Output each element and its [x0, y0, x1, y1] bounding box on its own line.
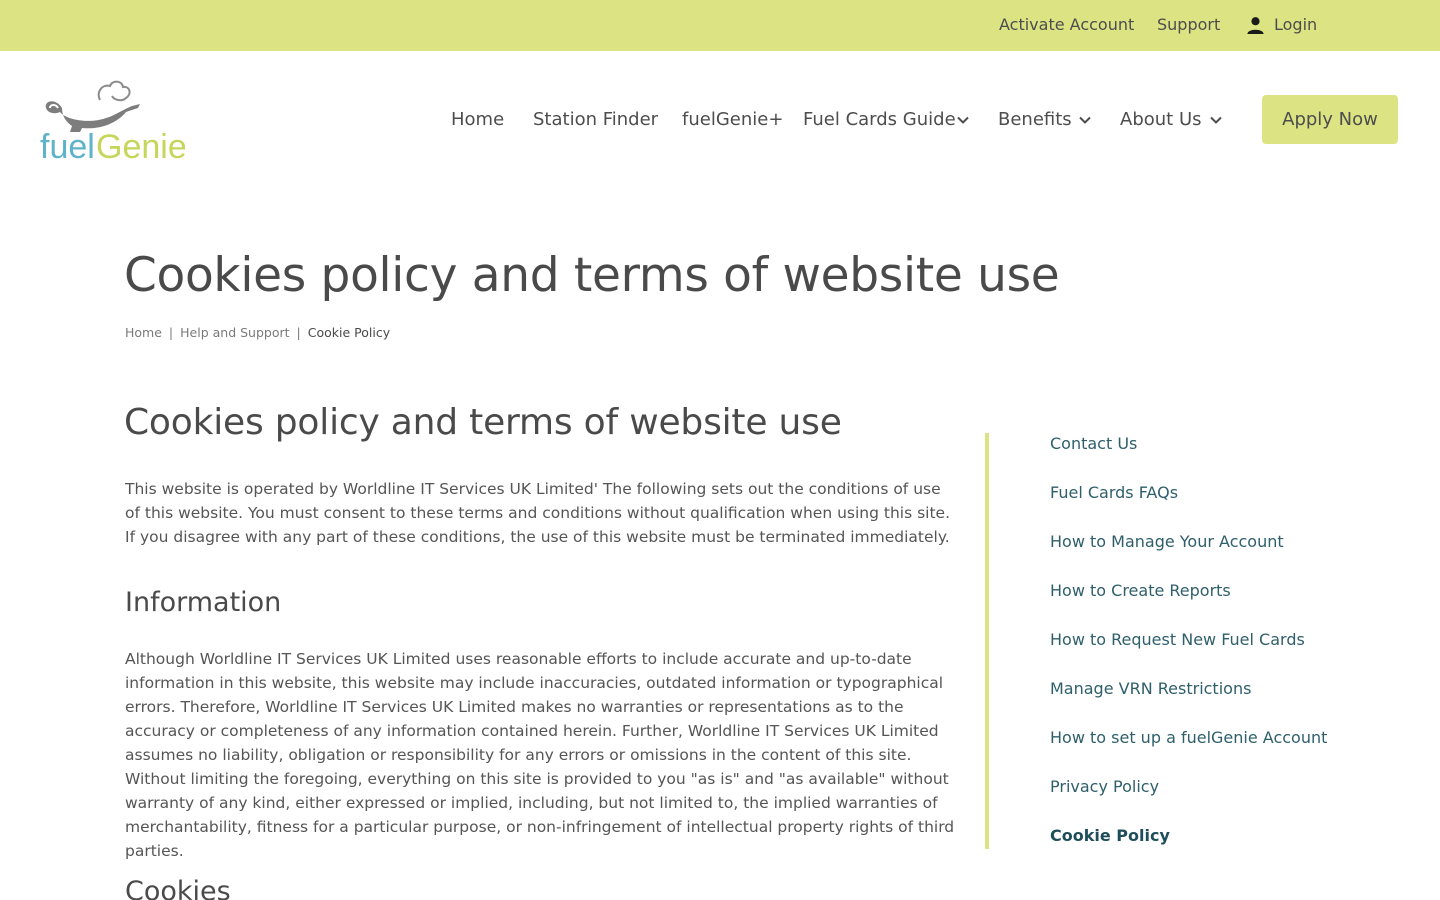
nav-benefits-label[interactable]: Benefits: [998, 109, 1072, 130]
sidebar-item-cookie-policy[interactable]: Cookie Policy: [1050, 826, 1170, 845]
nav-benefits[interactable]: [998, 108, 1094, 132]
sidebar-item-privacy-policy[interactable]: Privacy Policy: [1050, 777, 1160, 796]
information-heading: Information: [125, 587, 282, 618]
chevron-down-icon[interactable]: [1078, 113, 1092, 127]
intro-paragraph: This website is operated by Worldline IT Services UK Limited' The following sets out the conditions of use of this website. You must consent to these terms and conditions without qualification when using this site. If you disagree with any part of these conditions, the use of this website must be terminated immediately.: [125, 480, 951, 546]
sidebar-item-create-reports[interactable]: How to Create Reports: [1050, 581, 1231, 600]
sidebar-item-manage-account[interactable]: How to Manage Your Account: [1050, 532, 1284, 551]
nav-home-label[interactable]: Home: [451, 109, 505, 130]
content-title: Cookies policy and terms of website use: [124, 402, 842, 443]
sidebar-item-vrn-restrictions[interactable]: Manage VRN Restrictions: [1050, 679, 1252, 698]
apply-now-button[interactable]: Apply Now: [1262, 95, 1398, 144]
breadcrumb-home[interactable]: Home: [125, 325, 162, 340]
nav-fuelgenie-plus[interactable]: [682, 108, 783, 132]
nav-fuel-cards-guide[interactable]: [803, 108, 973, 132]
sidebar-item-setup-account[interactable]: How to set up a fuelGenie Account: [1050, 728, 1328, 747]
breadcrumb: Home | Help and Support | Cookie Policy: [125, 325, 391, 340]
svg-text:Genie: Genie: [96, 128, 185, 164]
breadcrumb-help-and-support[interactable]: Help and Support: [180, 325, 290, 340]
nav-about-us[interactable]: [1120, 108, 1226, 132]
nav-station-finder-label[interactable]: Station Finder: [533, 109, 659, 130]
sidebar-item-request-fuel-cards[interactable]: How to Request New Fuel Cards: [1050, 630, 1305, 649]
cookies-heading: Cookies: [125, 876, 231, 900]
chevron-down-icon[interactable]: [956, 113, 970, 127]
sidebar-item-fuel-cards-faqs[interactable]: Fuel Cards FAQs: [1050, 483, 1179, 502]
chevron-down-icon[interactable]: [1209, 113, 1223, 127]
sidebar-accent-line: [985, 433, 989, 849]
login-link[interactable]: Login: [1274, 15, 1318, 34]
nav-fuelgenie-plus-label[interactable]: fuelGenie+: [682, 109, 784, 130]
user-icon[interactable]: [1246, 16, 1265, 35]
activate-account-link[interactable]: Activate Account: [999, 15, 1135, 34]
nav-about-us-label[interactable]: About Us: [1120, 109, 1202, 130]
svg-text:fuel: fuel: [40, 128, 95, 164]
support-link[interactable]: Support: [1157, 15, 1221, 34]
information-paragraph: Although Worldline IT Services UK Limited uses reasonable efforts to include accurate and up-to-date information in this website, this website may include inaccuracies, outdated information or typographical errors. Therefore, Worldline IT Services UK Limited makes no warranties or representations as to the accuracy or completeness of any information contained herein. Further, Worldline IT Services UK Limited assumes no liability, obligation or responsibility for any errors or omissions in the content of this site. Without limiting the foregoing, everything on this site is provided to you "as is" and "as available" without warranty of any kind, either expressed or implied, including, but not limited to, the implied warranties of merchantability, fitness for a particular purpose, or non-infringement of intellectual property rights of third parties.: [125, 650, 955, 860]
nav-home[interactable]: [451, 108, 504, 132]
breadcrumb-current: Cookie Policy: [307, 325, 391, 340]
lamp-logo-icon: [40, 78, 185, 164]
fuelgenie-logo[interactable]: [40, 78, 185, 164]
top-utility-bar: [0, 0, 1440, 51]
sidebar-item-contact-us[interactable]: Contact Us: [1050, 434, 1138, 453]
nav-fuel-cards-guide-label[interactable]: Fuel Cards Guide: [803, 109, 956, 130]
nav-station-finder[interactable]: [533, 108, 658, 132]
page-title: Cookies policy and terms of website use: [124, 248, 1060, 303]
